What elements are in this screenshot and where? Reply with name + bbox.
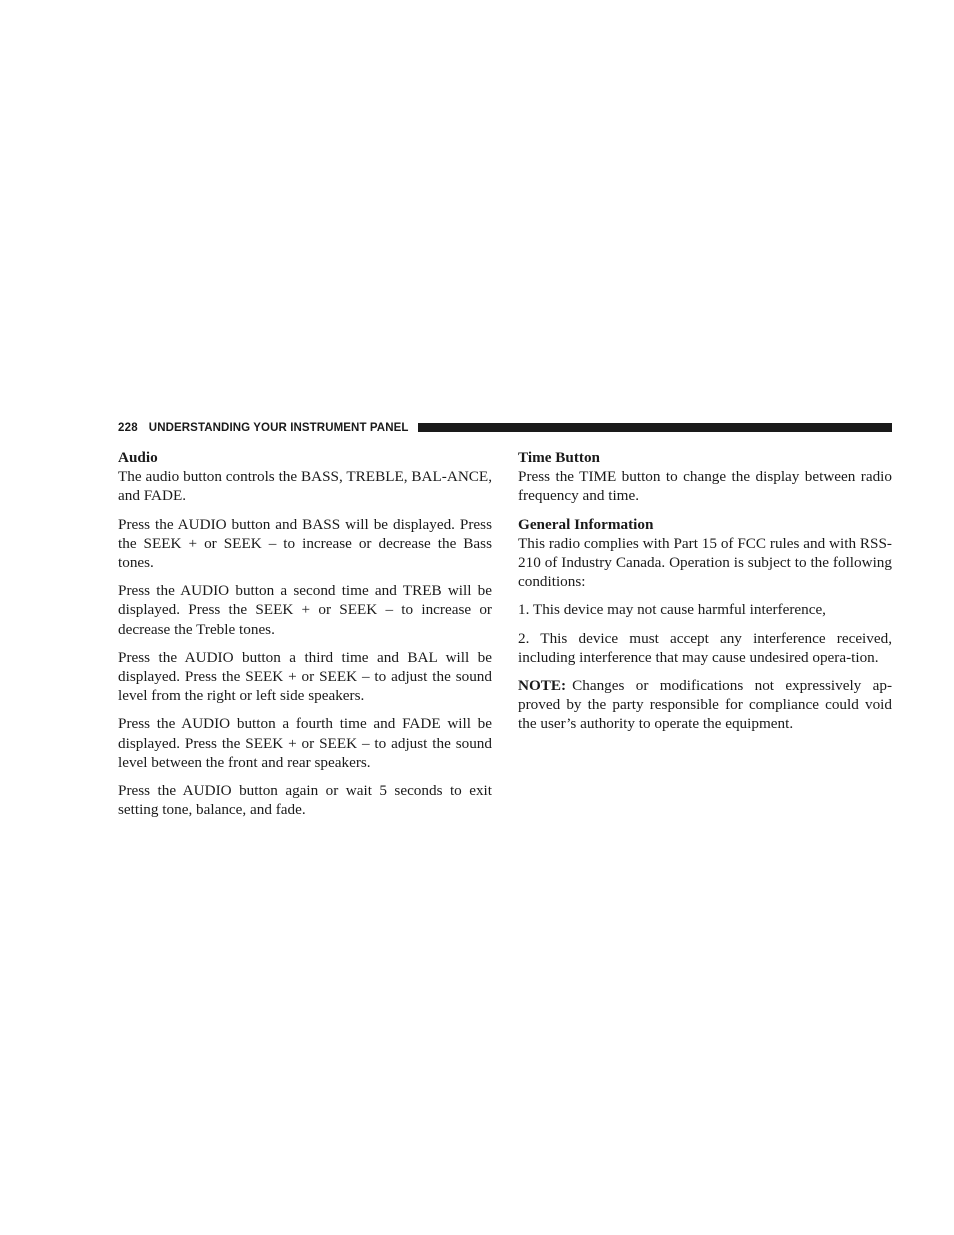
list-item: 1. This device may not cause harmful interference,	[518, 601, 826, 619]
page-number: 228	[118, 421, 138, 434]
paragraph: Press the AUDIO button again or wait 5 seconds to exit setting tone, balance, and fade.	[118, 782, 492, 819]
running-head: UNDERSTANDING YOUR INSTRUMENT PANEL	[148, 421, 409, 434]
note-paragraph	[518, 676, 892, 734]
paragraph: Press the AUDIO button and BASS will be displayed. Press the SEEK + or SEEK – to increase or decrease the Bass tones.	[118, 515, 492, 572]
paragraph: This radio complies with Part 15 of FCC rules and with RSS-210 of Industry Canada. Operation is subject to the following conditions:	[518, 534, 892, 591]
section-heading-general-information: General Information	[518, 515, 654, 533]
paragraph: Press the TIME button to change the display between radio frequency and time.	[518, 468, 892, 505]
header-rule	[418, 423, 893, 432]
left-column	[118, 448, 492, 828]
paragraph: Press the AUDIO button a fourth time and FADE will be displayed. Press the SEEK + or SEEK – to adjust the sound level between the front and rear speakers.	[118, 715, 492, 771]
paragraph: Press the AUDIO button a third time and BAL will be displayed. Press the SEEK + or SEEK – to adjust the sound level from the right or left side speakers.	[118, 648, 492, 705]
note-label: NOTE:	[518, 677, 567, 695]
paragraph: Press the AUDIO button a second time and TREB will be displayed. Press the SEEK + or SEEK – to increase or decrease the Treble tones.	[118, 582, 492, 638]
paragraph: The audio button controls the BASS, TREBLE, BAL-ANCE, and FADE.	[118, 468, 492, 505]
section-heading-time-button: Time Button	[518, 449, 600, 466]
section-heading-audio: Audio	[118, 449, 158, 466]
right-column	[518, 448, 892, 743]
note-text: Changes or modifications not expressively ap-proved by the party responsible for compliance could void the user’s authority to operate the equipment.	[518, 677, 892, 733]
list-item: 2. This device must accept any interference received, including interference that may cause undesired opera-tion.	[518, 629, 892, 666]
page-header	[118, 420, 892, 435]
